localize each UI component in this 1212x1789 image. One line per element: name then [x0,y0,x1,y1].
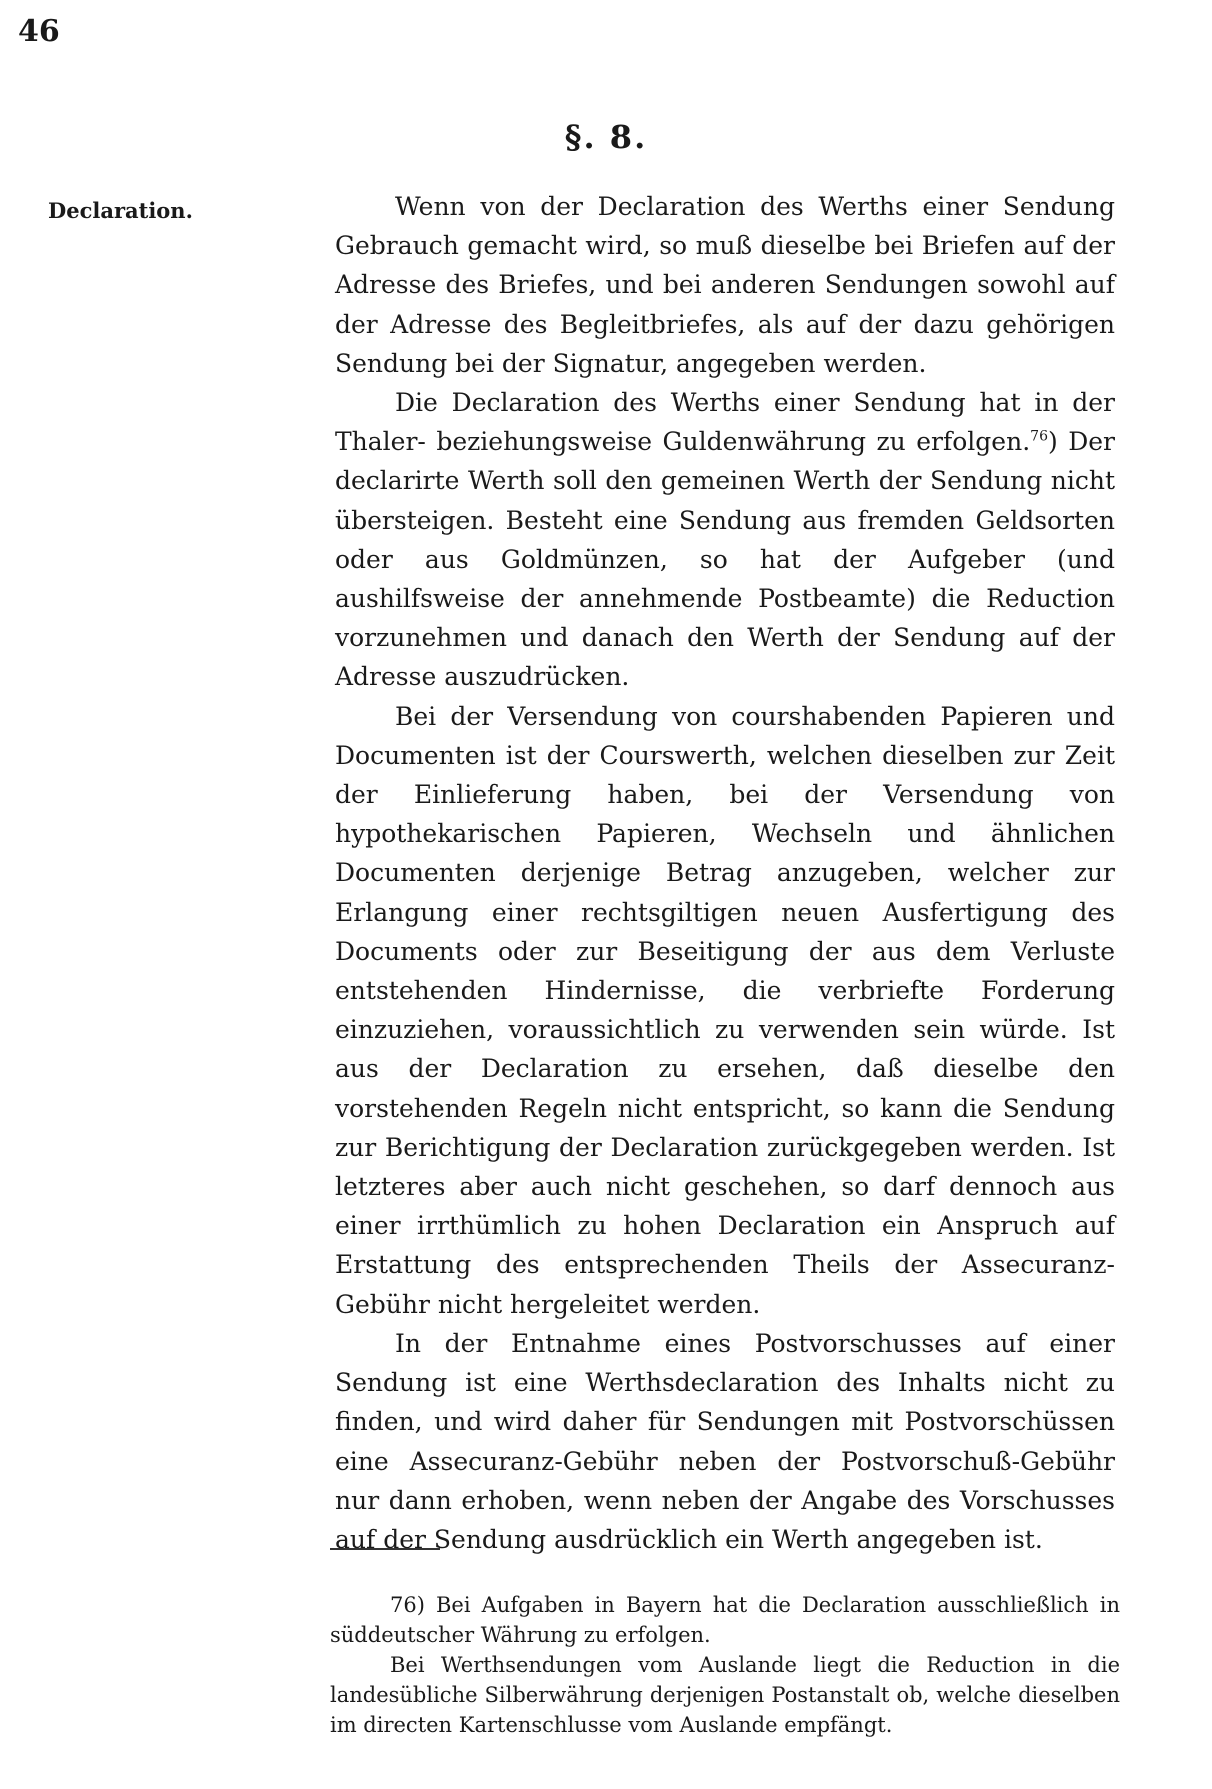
footnote-76-continuation: Bei Werthsendungen vom Auslande liegt die Reduction in die landesübliche Silberwährung derjenigen Postanstalt ob, welche dieselben im directen Kartenschlusse vom Auslande empfängt. [330,1653,1120,1737]
margin-note: Declaration. [48,198,193,223]
section-heading: §. 8. [564,118,648,156]
paragraph-4: In der Entnahme eines Postvorschusses auf einer Sendung ist eine Werthsdeclaration des Inhalts nicht zu finden, und wird daher für Sendungen mit Postvorschüssen eine Assecuranz-Gebühr neben der Postvorschuß-Gebühr nur dann erhoben, wenn neben der Angabe des Vorschusses auf der Sendung ausdrücklich ein Werth angegeben ist. [335,1328,1115,1554]
paragraph-2-part-1: Die Declaration des Werths einer Sendung hat in der Thaler- beziehungsweise Guldenwährung zu erfolgen. [335,388,1115,457]
paragraph-2 [335,383,1115,697]
paragraph-3: Bei der Versendung von courshabenden Papieren und Documenten ist der Courswerth, welchen dieselben zur Zeit der Einlieferung haben, bei der Versendung von hypothekarischen Papieren, Wechseln und ähnlichen Documenten derjenige Betrag anzugeben, welcher zur Erlangung einer rechtsgiltigen neuen Ausfertigung des Documents oder zur Beseitigung der aus dem Verluste entstehenden Hindernisse, die verbriefte Forderung einzuziehen, voraussichtlich zu verwenden sein würde. Ist aus der Declaration zu ersehen, daß dieselbe den vorstehenden Regeln nicht entspricht, so kann die Sendung zur Berichtigung der Declaration zurückgegeben werden. Ist letzteres aber auch nicht geschehen, so darf dennoch aus einer irrthümlich zu hohen Declaration ein Anspruch auf Erstattung des entsprechenden Theils der Assecuranz-Gebühr nicht hergeleitet werden. [335,701,1115,1319]
footnote-76: 76) Bei Aufgaben in Bayern hat die Declaration ausschließlich in süddeutscher Währung zu erfolgen. [330,1593,1120,1647]
paragraph-1: Wenn von der Declaration des Werths einer Sendung Gebrauch gemacht wird, so muß dieselbe bei Briefen auf der Adresse des Briefes, und bei anderen Sendungen sowohl auf der Adresse des Begleitbriefes, als auf der dazu gehörigen Sendung bei der Signatur, angegeben werden. [335,192,1115,378]
footnote-divider [330,1548,440,1550]
body-text [335,187,1115,1559]
page-number: 46 [18,14,60,49]
footnotes [330,1590,1120,1740]
paragraph-2-part-2: ) Der declarirte Werth soll den gemeinen Werth der Sendung nicht übersteigen. Besteht eine Sendung aus fremden Geldsorten oder aus Goldmünzen, so hat der Aufgeber (und aushilfsweise der annehmende Postbeamte) die Reduction vorzunehmen und danach den Werth der Sendung auf der Adresse auszudrücken. [335,427,1115,692]
footnote-reference: 76 [1030,428,1048,445]
